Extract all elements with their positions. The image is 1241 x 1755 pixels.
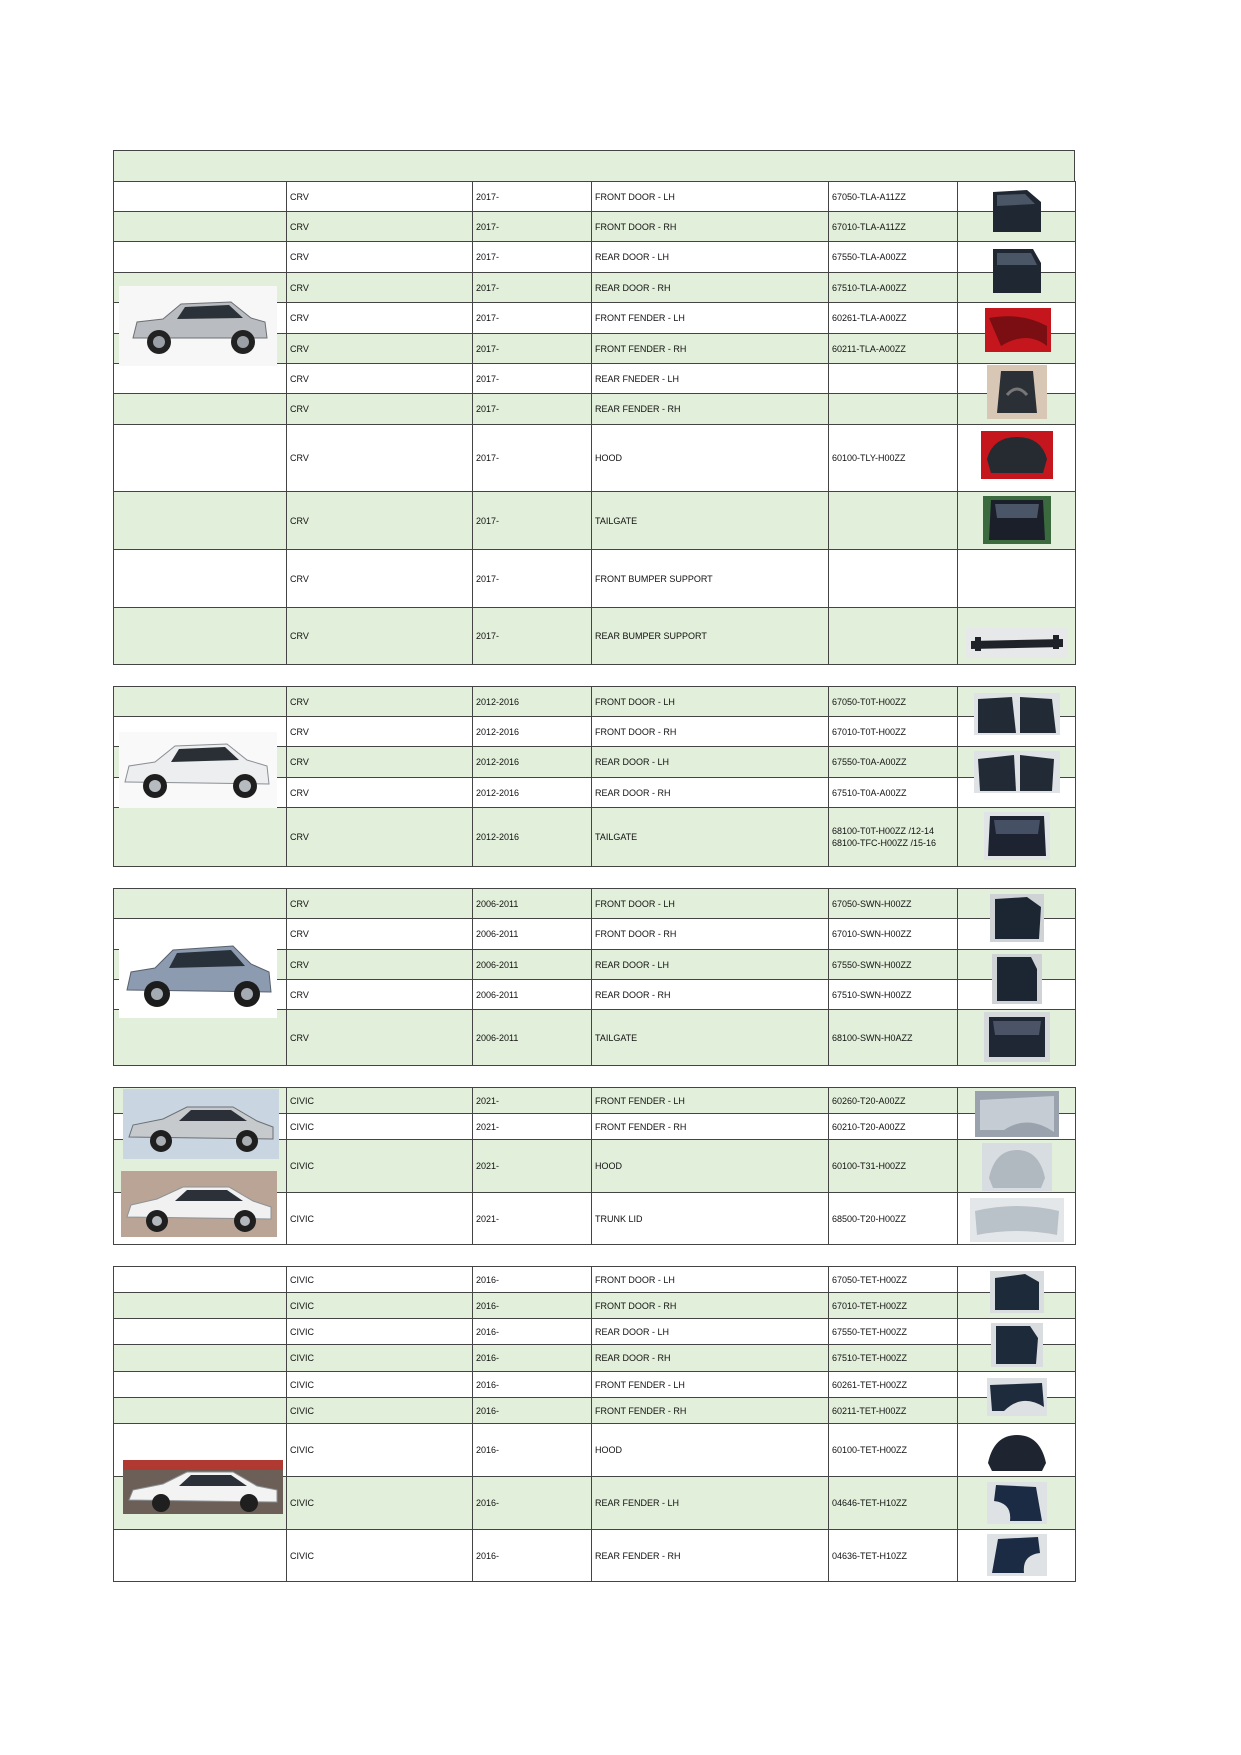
table-row	[114, 1398, 1076, 1424]
parts-catalog-sheet	[113, 150, 1075, 1582]
image-cell	[114, 808, 287, 867]
year-cell: 2016-	[473, 1530, 592, 1582]
door-panel-icon	[959, 1320, 1075, 1370]
part-cell: FRONT FENDER - LH	[592, 1372, 829, 1398]
model-cell: CRV	[287, 889, 473, 919]
year-cell: 2012-2016	[473, 717, 592, 747]
part-number-cell: 67510-TLA-A00ZZ	[829, 273, 958, 303]
part-number-cell: 60211-TET-H00ZZ	[829, 1398, 958, 1424]
table-row	[114, 1267, 1076, 1293]
image-cell	[114, 1293, 287, 1319]
year-cell: 2017-	[473, 550, 592, 608]
photo-cell	[958, 550, 1076, 608]
model-cell: CIVIC	[287, 1345, 473, 1372]
tailgate-panel-icon	[959, 491, 1075, 549]
year-cell: 2006-2011	[473, 980, 592, 1010]
year-cell: 2017-	[473, 242, 592, 273]
part-number-cell: 60100-T31-H00ZZ	[829, 1140, 958, 1193]
image-cell	[114, 492, 287, 550]
part-cell: REAR DOOR - LH	[592, 747, 829, 778]
image-cell	[114, 1530, 287, 1582]
year-cell: 2017-	[473, 608, 592, 665]
part-number-cell: 68100-SWN-H0AZZ	[829, 1010, 958, 1066]
year-cell: 2017-	[473, 394, 592, 425]
fender-panel-icon	[959, 305, 1075, 355]
table-row	[114, 242, 1076, 273]
part-number-cell: 68500-T20-H00ZZ	[829, 1193, 958, 1245]
part-cell: FRONT FENDER - RH	[592, 1114, 829, 1140]
model-cell: CRV	[287, 747, 473, 778]
year-cell: 2006-2011	[473, 950, 592, 980]
part-number-cell: 67010-SWN-H00ZZ	[829, 919, 958, 950]
table-row	[114, 889, 1076, 919]
sedan-photo-icon	[123, 1089, 281, 1159]
part-cell: FRONT FENDER - LH	[592, 303, 829, 334]
model-cell: CIVIC	[287, 1088, 473, 1114]
model-cell: CRV	[287, 242, 473, 273]
model-cell: CIVIC	[287, 1293, 473, 1319]
year-cell: 2016-	[473, 1345, 592, 1372]
table-row	[114, 212, 1076, 242]
part-number-cell: 04646-TET-H10ZZ	[829, 1477, 958, 1530]
image-cell	[114, 425, 287, 492]
year-cell: 2012-2016	[473, 778, 592, 808]
year-cell: 2021-	[473, 1114, 592, 1140]
part-number-cell: 04636-TET-H10ZZ	[829, 1530, 958, 1582]
door-panel-icon	[959, 891, 1075, 945]
part-number-cell: 67550-T0A-A00ZZ	[829, 747, 958, 778]
door-panel-icon	[959, 688, 1075, 740]
fender-panel-icon	[959, 364, 1075, 419]
image-cell	[114, 242, 287, 273]
table-row	[114, 808, 1076, 867]
image-cell	[114, 608, 287, 665]
model-cell: CIVIC	[287, 1193, 473, 1245]
year-cell: 2012-2016	[473, 747, 592, 778]
model-cell: CIVIC	[287, 1477, 473, 1530]
model-cell: CRV	[287, 778, 473, 808]
year-cell: 2021-	[473, 1140, 592, 1193]
section-spacer	[113, 1066, 1075, 1087]
part-number-cell: 60100-TLY-H00ZZ	[829, 425, 958, 492]
part-cell: FRONT DOOR - RH	[592, 919, 829, 950]
model-cell: CRV	[287, 273, 473, 303]
model-cell: CRV	[287, 425, 473, 492]
section-crv-2012-2016	[113, 686, 1075, 867]
part-cell: HOOD	[592, 1424, 829, 1477]
year-cell: 2017-	[473, 425, 592, 492]
model-cell: CIVIC	[287, 1319, 473, 1345]
year-cell: 2017-	[473, 492, 592, 550]
part-cell: REAR DOOR - LH	[592, 1319, 829, 1345]
year-cell: 2016-	[473, 1424, 592, 1477]
year-cell: 2021-	[473, 1088, 592, 1114]
part-cell: FRONT DOOR - LH	[592, 1267, 829, 1293]
part-number-cell: 67050-TLA-A11ZZ	[829, 182, 958, 212]
image-cell	[114, 364, 287, 394]
door-panel-icon	[959, 951, 1075, 1006]
part-cell: FRONT DOOR - RH	[592, 1293, 829, 1319]
part-cell: FRONT FENDER - LH	[592, 1088, 829, 1114]
part-cell: REAR DOOR - RH	[592, 1345, 829, 1372]
year-cell: 2016-	[473, 1477, 592, 1530]
model-cell: CRV	[287, 717, 473, 747]
part-cell: FRONT DOOR - LH	[592, 889, 829, 919]
part-cell: REAR DOOR - RH	[592, 778, 829, 808]
section-spacer	[113, 867, 1075, 888]
year-cell: 2016-	[473, 1267, 592, 1293]
model-cell: CRV	[287, 1010, 473, 1066]
part-number-cell: 67510-SWN-H00ZZ	[829, 980, 958, 1010]
part-number-cell: 67550-TET-H00ZZ	[829, 1319, 958, 1345]
image-cell	[114, 1398, 287, 1424]
image-cell	[114, 550, 287, 608]
door-panel-icon	[959, 185, 1075, 237]
image-cell	[114, 212, 287, 242]
model-cell: CRV	[287, 808, 473, 867]
part-number-cell: 67550-SWN-H00ZZ	[829, 950, 958, 980]
model-cell: CRV	[287, 364, 473, 394]
sedan-photo-icon	[123, 1460, 281, 1514]
model-cell: CRV	[287, 334, 473, 364]
section-civic-2016	[113, 1266, 1075, 1582]
part-cell: FRONT DOOR - LH	[592, 687, 829, 717]
bumper-support-icon	[959, 614, 1075, 671]
part-cell: REAR FENDER - RH	[592, 394, 829, 425]
hood-panel-icon	[959, 1426, 1075, 1476]
table-row	[114, 492, 1076, 550]
part-number-cell: 67510-T0A-A00ZZ	[829, 778, 958, 808]
fender-panel-icon	[959, 1089, 1075, 1139]
part-cell: FRONT DOOR - LH	[592, 182, 829, 212]
fender-panel-icon	[959, 1478, 1075, 1528]
part-number-cell	[829, 808, 958, 867]
part-number-cell: 67010-TET-H00ZZ	[829, 1293, 958, 1319]
part-cell: TRUNK LID	[592, 1193, 829, 1245]
tailgate-panel-icon	[959, 1009, 1075, 1065]
year-cell: 2006-2011	[473, 919, 592, 950]
part-number-line: 68100-T0T-H00ZZ /12-14	[832, 826, 935, 836]
year-cell: 2017-	[473, 303, 592, 334]
part-cell: REAR FENDER - LH	[592, 1477, 829, 1530]
part-cell: REAR DOOR - LH	[592, 950, 829, 980]
section-crv-2017	[113, 181, 1075, 665]
part-number-cell	[829, 550, 958, 608]
part-number-cell: 60261-TLA-A00ZZ	[829, 303, 958, 334]
suv-photo-icon	[119, 286, 277, 366]
part-cell: FRONT DOOR - RH	[592, 212, 829, 242]
table-row	[114, 608, 1076, 665]
fender-panel-icon	[959, 1374, 1075, 1420]
model-cell: CIVIC	[287, 1114, 473, 1140]
part-number-cell: 67010-T0T-H00ZZ	[829, 717, 958, 747]
part-number-cell: 60261-TET-H00ZZ	[829, 1372, 958, 1398]
year-cell: 2017-	[473, 364, 592, 394]
table-row	[114, 1530, 1076, 1582]
table-row	[114, 1345, 1076, 1372]
part-number-cell: 60210-T20-A00ZZ	[829, 1114, 958, 1140]
part-cell: REAR DOOR - RH	[592, 273, 829, 303]
part-cell: FRONT BUMPER SUPPORT	[592, 550, 829, 608]
part-cell: FRONT FENDER - RH	[592, 334, 829, 364]
model-cell: CIVIC	[287, 1424, 473, 1477]
table-row	[114, 1293, 1076, 1319]
model-cell: CRV	[287, 492, 473, 550]
part-number-cell: 67050-T0T-H00ZZ	[829, 687, 958, 717]
table-row	[114, 425, 1076, 492]
model-cell: CRV	[287, 394, 473, 425]
fender-panel-icon	[959, 1530, 1075, 1580]
model-cell: CIVIC	[287, 1398, 473, 1424]
model-cell: CRV	[287, 919, 473, 950]
year-cell: 2017-	[473, 182, 592, 212]
part-cell: HOOD	[592, 1140, 829, 1193]
tailgate-panel-icon	[959, 806, 1075, 866]
model-cell: CRV	[287, 687, 473, 717]
part-number-line: 68100-TFC-H00ZZ /15-16	[832, 838, 937, 848]
part-cell: REAR FNEDER - LH	[592, 364, 829, 394]
image-cell	[114, 1372, 287, 1398]
part-cell: REAR FENDER - RH	[592, 1530, 829, 1582]
door-panel-icon	[959, 1268, 1075, 1316]
door-panel-icon	[959, 746, 1075, 798]
part-number-cell	[829, 608, 958, 665]
part-number-cell: 67550-TLA-A00ZZ	[829, 242, 958, 273]
model-cell: CIVIC	[287, 1267, 473, 1293]
image-cell	[114, 1319, 287, 1345]
part-number-cell	[829, 364, 958, 394]
image-cell	[114, 1345, 287, 1372]
door-panel-icon	[959, 244, 1075, 298]
part-number-cell	[829, 492, 958, 550]
table-row	[114, 687, 1076, 717]
model-cell: CRV	[287, 608, 473, 665]
year-cell: 2016-	[473, 1319, 592, 1345]
part-number-cell: 67050-TET-H00ZZ	[829, 1267, 958, 1293]
model-cell: CIVIC	[287, 1530, 473, 1582]
table-row	[114, 1372, 1076, 1398]
table-row	[114, 182, 1076, 212]
table-row	[114, 550, 1076, 608]
year-cell: 2017-	[473, 334, 592, 364]
suv-photo-icon	[119, 732, 277, 808]
part-cell: REAR BUMPER SUPPORT	[592, 608, 829, 665]
image-cell	[114, 687, 287, 717]
model-cell: CIVIC	[287, 1140, 473, 1193]
part-cell: TAILGATE	[592, 808, 829, 867]
image-cell	[114, 889, 287, 919]
model-cell: CRV	[287, 182, 473, 212]
year-cell: 2016-	[473, 1372, 592, 1398]
year-cell: 2006-2011	[473, 1010, 592, 1066]
section-spacer	[113, 1245, 1075, 1266]
year-cell: 2017-	[473, 273, 592, 303]
part-cell: FRONT DOOR - RH	[592, 717, 829, 747]
model-cell: CRV	[287, 303, 473, 334]
year-cell: 2021-	[473, 1193, 592, 1245]
model-cell: CRV	[287, 550, 473, 608]
section-header-band	[113, 150, 1075, 181]
suv-photo-icon	[119, 934, 277, 1018]
image-cell	[114, 394, 287, 425]
year-cell: 2016-	[473, 1398, 592, 1424]
year-cell: 2006-2011	[473, 889, 592, 919]
part-number-cell: 67010-TLA-A11ZZ	[829, 212, 958, 242]
model-cell: CIVIC	[287, 1372, 473, 1398]
image-cell	[114, 1267, 287, 1293]
part-cell: TAILGATE	[592, 492, 829, 550]
part-cell: TAILGATE	[592, 1010, 829, 1066]
part-cell: REAR DOOR - RH	[592, 980, 829, 1010]
part-number-cell: 60211-TLA-A00ZZ	[829, 334, 958, 364]
part-number-cell: 60260-T20-A00ZZ	[829, 1088, 958, 1114]
section-spacer	[113, 665, 1075, 686]
year-cell: 2017-	[473, 212, 592, 242]
model-cell: CRV	[287, 980, 473, 1010]
part-cell: HOOD	[592, 425, 829, 492]
sedan-photo-icon	[121, 1171, 279, 1237]
table-row	[114, 394, 1076, 425]
hood-panel-icon	[959, 1141, 1075, 1193]
hood-panel-icon	[959, 425, 1075, 485]
part-number-cell: 67050-SWN-H00ZZ	[829, 889, 958, 919]
model-cell: CRV	[287, 950, 473, 980]
image-cell	[114, 182, 287, 212]
part-number-cell: 67510-TET-H00ZZ	[829, 1345, 958, 1372]
table-row	[114, 364, 1076, 394]
trunk-lid-icon	[959, 1194, 1075, 1246]
section-civic-2021	[113, 1087, 1075, 1245]
model-cell: CRV	[287, 212, 473, 242]
table-row	[114, 1319, 1076, 1345]
section-crv-2006-2011	[113, 888, 1075, 1066]
part-number-cell: 60100-TET-H00ZZ	[829, 1424, 958, 1477]
part-cell: FRONT FENDER - RH	[592, 1398, 829, 1424]
part-cell: REAR DOOR - LH	[592, 242, 829, 273]
year-cell: 2012-2016	[473, 687, 592, 717]
part-number-cell	[829, 394, 958, 425]
year-cell: 2016-	[473, 1293, 592, 1319]
year-cell: 2012-2016	[473, 808, 592, 867]
